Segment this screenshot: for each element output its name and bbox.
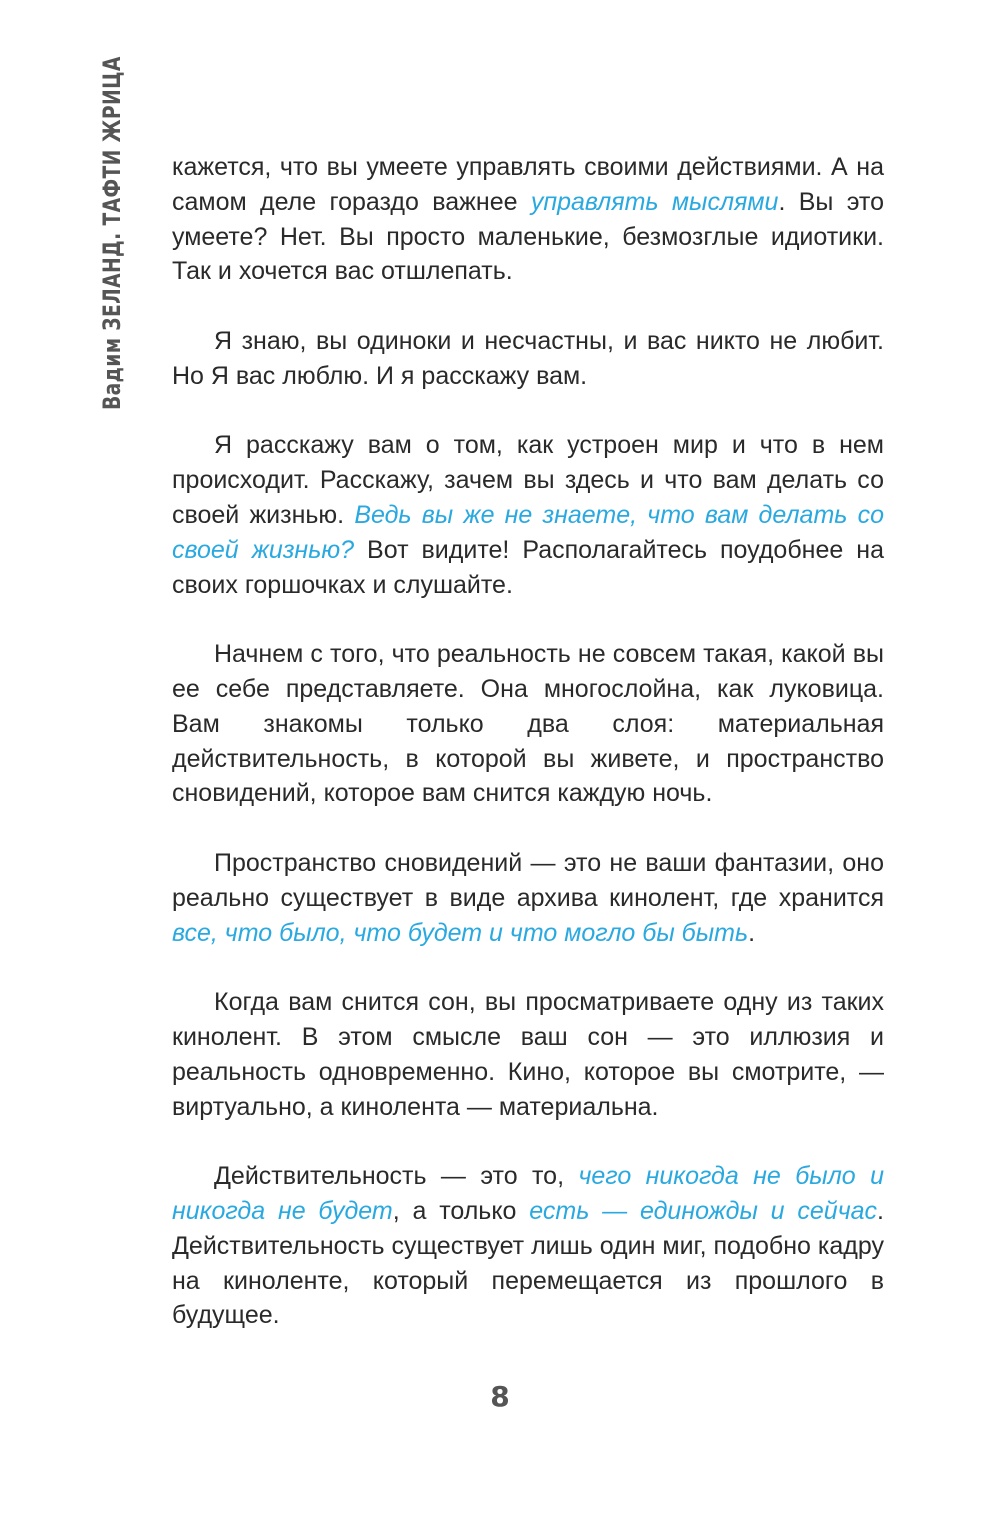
- text-segment: Пространство сновидений — это не ваши фантазии, оно реально существует в виде архива кинолент, где хранится: [172, 848, 884, 912]
- text-segment: Действительность — это то,: [214, 1162, 579, 1191]
- page-number: 8: [490, 1380, 510, 1413]
- paragraph: [172, 1159, 884, 1333]
- paragraph: [172, 428, 884, 602]
- text-segment: . Действительность существует лишь один миг, подобно кадру на киноленте, который перемещается из прошлого в будущее.: [172, 1196, 884, 1330]
- highlighted-text: есть — единожды и сейчас: [529, 1196, 878, 1225]
- paragraph: [172, 846, 884, 950]
- body-text: [172, 150, 884, 1368]
- highlighted-text: Ведь вы же не знаете, что вам делать со своей жизнью?: [172, 500, 884, 564]
- text-segment: Я знаю, вы одиноки и несчастны, и вас никто не любит. Но Я вас люблю. И я расскажу вам.: [172, 326, 884, 390]
- text-segment: . Вы это умеете? Нет. Вы просто маленькие, безмозглые идиотики. Так и хочется вас отшлепать.: [172, 187, 885, 286]
- text-segment: Вот видите! Располагайтесь поудобнее на своих горшочках и слушайте.: [172, 535, 884, 599]
- highlighted-text: управлять мыслями: [530, 187, 779, 216]
- running-header: Вадим ЗЕЛАНД. ТАФТИ ЖРИЦА: [98, 56, 126, 410]
- text-segment: Я расскажу вам о том, как устроен мир и что в нем происходит. Расскажу, зачем вы здесь и что вам делать со своей жизнью.: [172, 431, 884, 529]
- text-segment: .: [748, 918, 756, 947]
- highlighted-text: чего никогда не было и никогда не будет: [172, 1162, 884, 1225]
- text-segment: , а только: [392, 1196, 530, 1225]
- text-segment: Когда вам снится сон, вы просматриваете одну из таких кинолент. В этом смысле ваш сон — это иллюзия и реальность одновременно. Кино, которое вы смотрите, — виртуально, а кинолента — материальна.: [172, 988, 884, 1121]
- highlighted-text: все, что было, что будет и что могло бы быть: [172, 918, 749, 947]
- paragraph: [172, 637, 884, 811]
- text-segment: Начнем с того, что реальность не совсем такая, какой вы ее себе представляете. Она многослойна, как луковица. Вам знакомы только два слоя: материальная действительность, в которой вы живете, и пространство сновидений, которое вам снится каждую ночь.: [172, 640, 884, 808]
- paragraph: [172, 324, 884, 394]
- paragraph: [172, 150, 884, 289]
- text-segment: кажется, что вы умеете управлять своими действиями. А на самом деле гораздо важнее: [172, 153, 884, 216]
- paragraph: [172, 985, 884, 1124]
